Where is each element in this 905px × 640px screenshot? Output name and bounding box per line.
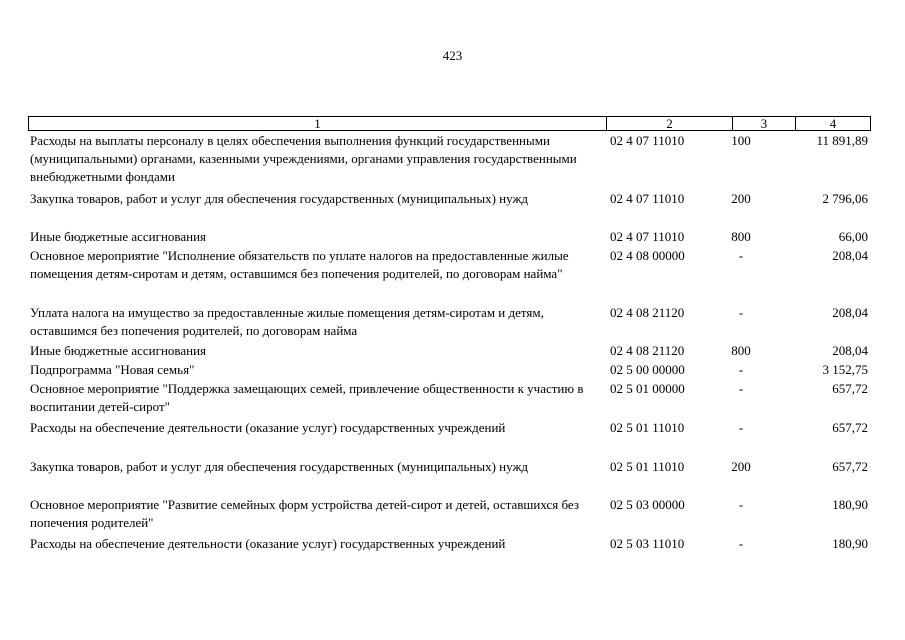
row-amount: 657,72 xyxy=(832,381,868,396)
row-amount: 208,04 xyxy=(832,248,868,263)
row-name: Расходы на обеспечение деятельности (оказание услуг) государственных учреждений xyxy=(30,420,506,435)
row-type: 200 xyxy=(731,459,751,474)
row-code: 02 5 03 11010 xyxy=(610,536,685,551)
row-amount: 180,90 xyxy=(832,497,868,512)
row-type: - xyxy=(738,305,744,320)
row-code: 02 5 00 00000 xyxy=(610,362,685,377)
table-header xyxy=(28,116,871,131)
row-type: 800 xyxy=(731,229,751,244)
column-header-4: 4 xyxy=(829,116,837,131)
row-name: Иные бюджетные ассигнования xyxy=(30,229,207,244)
row-name: Закупка товаров, работ и услуг для обеспечения государственных (муниципальных) нужд xyxy=(30,459,529,474)
row-type: - xyxy=(738,420,744,435)
row-amount: 11 891,89 xyxy=(816,133,868,148)
row-amount: 657,72 xyxy=(832,459,868,474)
row-type: 100 xyxy=(731,133,751,148)
row-amount: 180,90 xyxy=(832,536,868,551)
row-amount: 208,04 xyxy=(832,305,868,320)
row-type: - xyxy=(738,381,744,396)
row-amount: 2 796,06 xyxy=(822,191,868,206)
row-type: - xyxy=(738,362,744,377)
row-amount: 657,72 xyxy=(832,420,868,435)
row-type: 800 xyxy=(731,343,751,358)
row-amount: 66,00 xyxy=(838,229,868,244)
row-name: Уплата налога на имущество за предоставленные жилые помещения детям-сиротам и детям, оставшимся без попечения родителей, по договорам найма xyxy=(30,305,544,338)
row-name: Расходы на обеспечение деятельности (оказание услуг) государственных учреждений xyxy=(30,536,506,551)
page-number: 423 xyxy=(442,48,463,63)
row-name: Основное мероприятие "Развитие семейных форм устройства детей-сирот и детей, оставшихся без попечения родителей" xyxy=(30,497,579,530)
row-type: - xyxy=(738,248,744,263)
column-header-1: 1 xyxy=(29,117,607,130)
row-name: Основное мероприятие "Поддержка замещающих семей, привлечение общественности к участию в воспитании детей-сирот" xyxy=(30,381,584,414)
row-type: - xyxy=(738,536,744,551)
row-name: Подпрограмма "Новая семья" xyxy=(30,362,195,377)
row-code: 02 5 01 11010 xyxy=(610,420,685,435)
row-code: 02 4 08 00000 xyxy=(610,248,685,263)
row-amount: 3 152,75 xyxy=(822,362,868,377)
row-code: 02 4 07 11010 xyxy=(610,133,685,148)
column-header-3: 3 xyxy=(733,117,796,130)
row-code: 02 5 01 00000 xyxy=(610,381,685,396)
row-name: Закупка товаров, работ и услуг для обеспечения государственных (муниципальных) нужд xyxy=(30,191,529,206)
row-code: 02 4 08 21120 xyxy=(610,305,685,320)
row-code: 02 4 07 11010 xyxy=(610,191,685,206)
row-name: Основное мероприятие "Исполнение обязательств по уплате налогов на предоставленные жилые помещения детям-сиротам и детям, оставшимся без попечения родителей, по договорам найма" xyxy=(30,248,569,281)
row-amount: 208,04 xyxy=(832,343,868,358)
row-type: 200 xyxy=(731,191,751,206)
row-name: Иные бюджетные ассигнования xyxy=(30,343,207,358)
row-code: 02 5 03 00000 xyxy=(610,497,685,512)
column-header-2: 2 xyxy=(607,117,733,130)
row-code: 02 4 07 11010 xyxy=(610,229,685,244)
row-type: - xyxy=(738,497,744,512)
row-name: Расходы на выплаты персоналу в целях обеспечения выполнения функций государственными (муниципальными) органами, казенными учреждениями, органами управления государственными внебюджетными фондами xyxy=(30,133,577,184)
row-code: 02 5 01 11010 xyxy=(610,459,685,474)
row-code: 02 4 08 21120 xyxy=(610,343,685,358)
